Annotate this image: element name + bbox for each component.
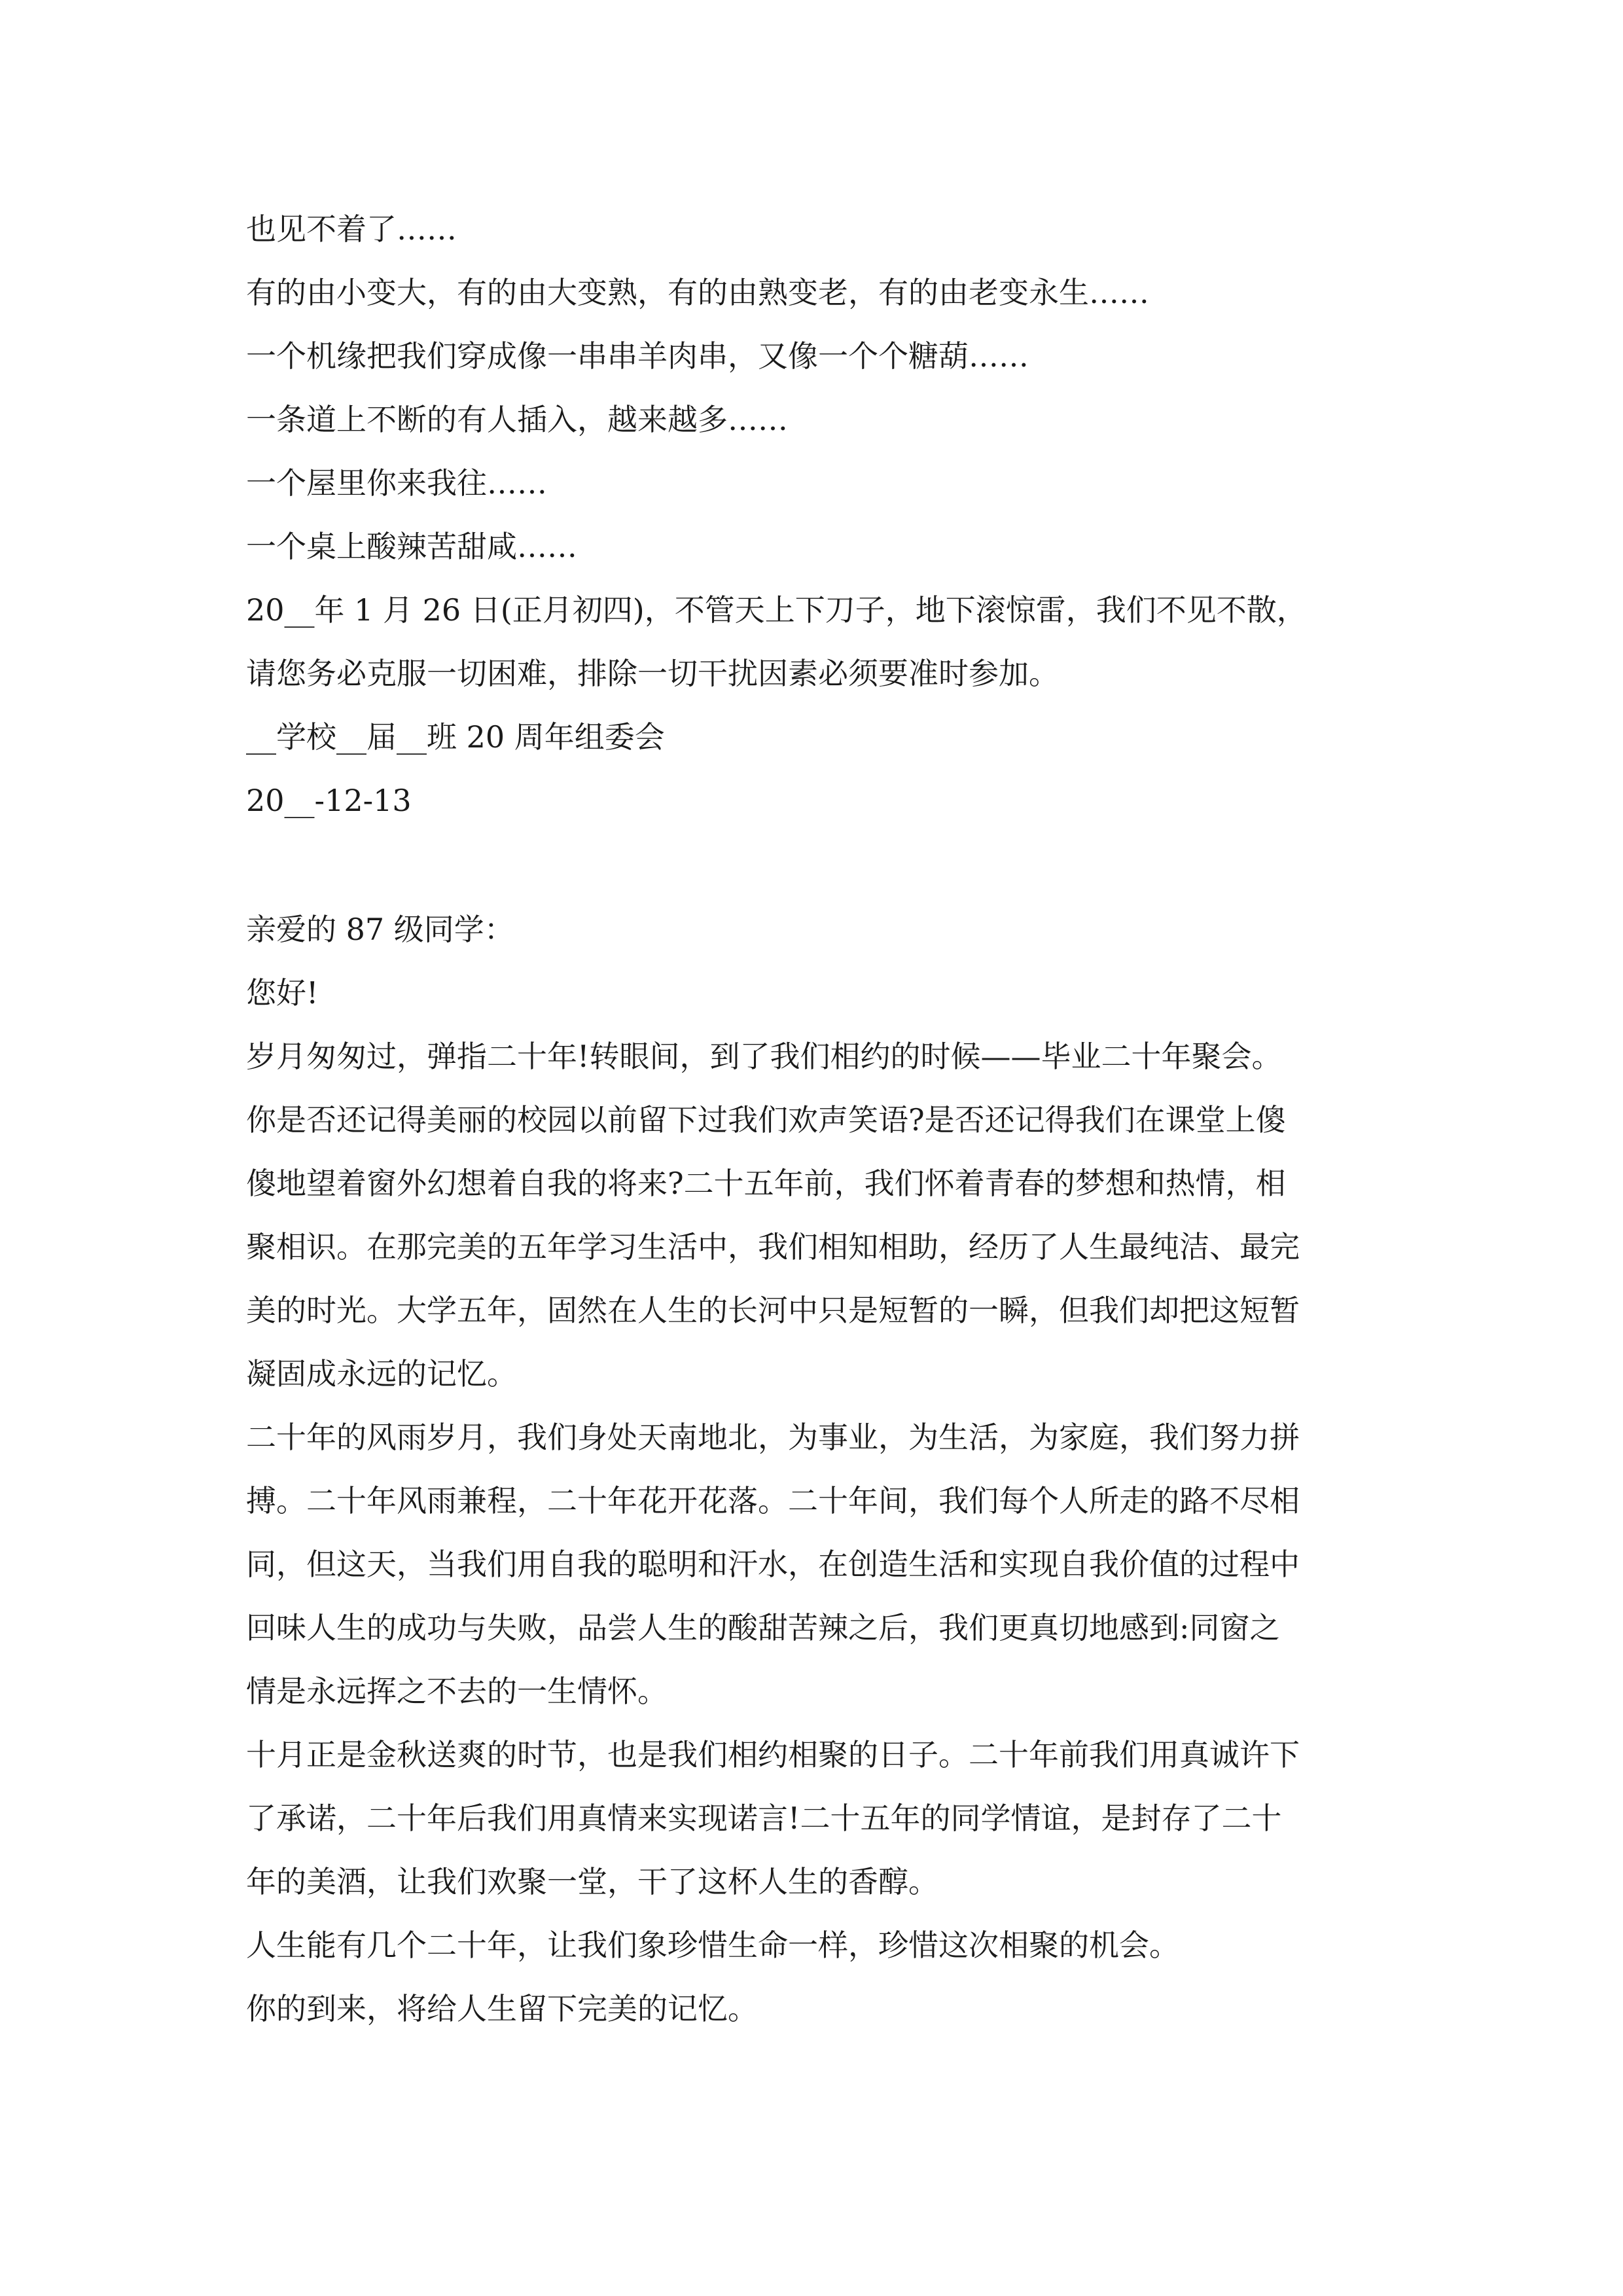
paragraph-line: 你的到来，将给人生留下完美的记忆。: [246, 1991, 758, 2026]
text-line: 一个桌上酸辣苦甜咸……: [246, 529, 577, 564]
paragraph-line: 聚相识。在那完美的五年学习生活中，我们相知相助，经历了人生最纯洁、最完: [246, 1229, 1300, 1265]
text-line: 一个机缘把我们穿成像一串串羊肉串，又像一个个糖葫……: [246, 338, 1029, 374]
greeting: 亲爱的 87 级同学：: [246, 912, 514, 947]
text-line: 有的由小变大，有的由大变熟，有的由熟变老，有的由老变永生……: [246, 275, 1149, 310]
paragraph-line: 你是否还记得美丽的校园以前留下过我们欢声笑语?是否还记得我们在课堂上傻: [246, 1102, 1286, 1138]
paragraph-line: 同，但这天，当我们用自我的聪明和汗水，在创造生活和实现自我价值的过程中: [246, 1547, 1300, 1582]
invitation-section-one: [246, 198, 1385, 833]
paragraph-line: 搏。二十年风雨兼程，二十年花开花落。二十年间，我们每个人所走的路不尽相: [246, 1483, 1300, 1518]
paragraph-line: 人生能有几个二十年，让我们象珍惜生命一样，珍惜这次相聚的机会。: [246, 1928, 1179, 1963]
text-line: 一条道上不断的有人插入，越来越多……: [246, 402, 788, 437]
paragraph-line: 二十年的风雨岁月，我们身处天南地北，为事业，为生活，为家庭，我们努力拼: [246, 1420, 1300, 1455]
paragraph-line: 情是永远挥之不去的一生情怀。: [246, 1674, 668, 1709]
paragraph-line: 岁月匆匆过，弹指二十年!转眼间，到了我们相约的时候——毕业二十年聚会。: [246, 1039, 1282, 1074]
paragraph-line: 凝固成永远的记忆。: [246, 1356, 517, 1391]
notice-line: 请您务必克服一切困难，排除一切干扰因素必须要准时参加。: [246, 656, 1059, 691]
paragraph-line: 了承诺，二十年后我们用真情来实现诺言!二十五年的同学情谊，是封存了二十: [246, 1801, 1282, 1836]
paragraph-line: 年的美酒，让我们欢聚一堂，干了这杯人生的香醇。: [246, 1864, 938, 1899]
hello-line: 您好!: [246, 975, 319, 1011]
signature-date: 20__-12-13: [246, 783, 412, 818]
text-line: 一个屋里你来我往……: [246, 465, 547, 501]
organizer-signature: __学校__届__班 20 周年组委会: [246, 719, 665, 755]
paragraph-line: 美的时光。大学五年，固然在人生的长河中只是短暂的一瞬，但我们却把这短暂: [246, 1293, 1300, 1328]
text-line: 也见不着了……: [246, 211, 457, 247]
paragraph-line: 回味人生的成功与失败，品尝人生的酸甜苦辣之后，我们更真切地感到:同窗之: [246, 1610, 1280, 1645]
paragraph-line: 十月正是金秋送爽的时节，也是我们相约相聚的日子。二十年前我们用真诚许下: [246, 1737, 1300, 1772]
notice-line: 20__年 1 月 26 日(正月初四)，不管天上下刀子，地下滚惊雷，我们不见不散，: [246, 592, 1307, 628]
paragraph-line: 傻地望着窗外幻想着自我的将来?二十五年前，我们怀着青春的梦想和热情，相: [246, 1166, 1286, 1201]
invitation-section-two: [246, 898, 1385, 2041]
